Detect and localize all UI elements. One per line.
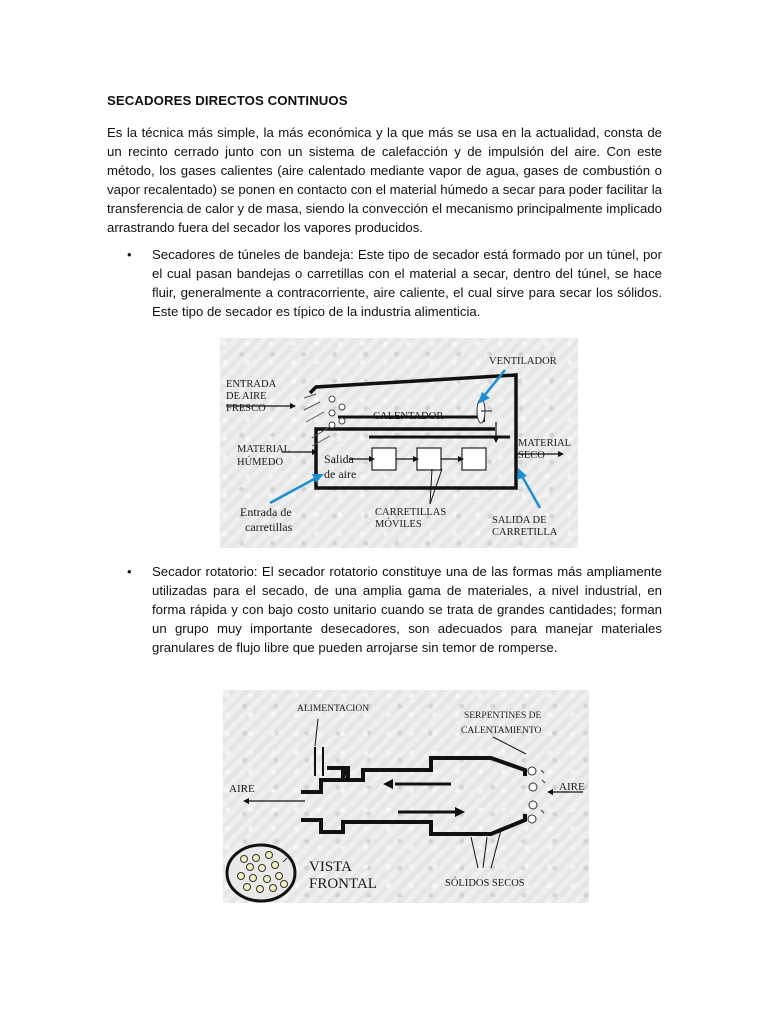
svg-text:CARRETILLA: CARRETILLA bbox=[492, 527, 558, 538]
bullet-text: Secadores de túneles de bandeja: Este tipo de secador está formado por un túnel, por el cual pasan bandejas o carretillas con el material a secar, dentro del túnel, se hace fluir, generalmente a contracorriente, aire caliente, el cual sirve para secar los sólidos. Este tipo de secador es típico de la industria alimenticia. bbox=[152, 247, 662, 319]
cart-box bbox=[462, 448, 486, 470]
svg-text:FRONTAL: FRONTAL bbox=[309, 876, 377, 892]
bullet-item-tunnel-dryer bbox=[129, 245, 662, 321]
tunnel-dryer-diagram bbox=[220, 338, 578, 548]
cart-box bbox=[372, 448, 396, 470]
label-calentador: CALENTADOR bbox=[373, 411, 444, 422]
bullet-icon: • bbox=[127, 247, 132, 262]
svg-text:carretillas: carretillas bbox=[245, 520, 293, 534]
cart-box bbox=[417, 448, 441, 470]
svg-text:CALENTAMIENTO: CALENTAMIENTO bbox=[461, 726, 542, 736]
label-material-seco: MATERIAL bbox=[518, 438, 572, 449]
svg-text:de aire: de aire bbox=[324, 467, 357, 481]
drum-upper-wall bbox=[301, 758, 525, 792]
svg-text:HÚMEDO: HÚMEDO bbox=[237, 457, 284, 468]
coil-icon bbox=[529, 801, 537, 809]
drum-lower-wall bbox=[301, 814, 525, 834]
label-solidos-secos: SÓLIDOS SECOS bbox=[445, 878, 525, 889]
label-salida-aire: Salida bbox=[324, 452, 354, 466]
coil-icon bbox=[528, 815, 536, 823]
svg-text:FRESCO: FRESCO bbox=[226, 403, 266, 414]
coil-icon bbox=[529, 783, 537, 791]
intro-paragraph: Es la técnica más simple, la más económica y la que más se usa en la actualidad, consta de un recinto cerrado junto con un sistema de calefacción y de impulsión del aire. Con este método, los gases calientes (aire calentado mediante vapor de agua, gases de combustión o vapor recalentado) se ponen en contacto con el material húmedo a secar para poder facilitar la transferencia de calor y de masa, siendo la convección el mecanismo principalmente implicado arrastrando fuera del secador los vapores producidos. bbox=[107, 125, 662, 235]
label-material-humedo: MATERIAL bbox=[237, 444, 291, 455]
rotary-dryer-diagram bbox=[223, 690, 589, 903]
svg-text:DE AIRE: DE AIRE bbox=[226, 391, 267, 402]
section-heading: SECADORES DIRECTOS CONTINUOS bbox=[107, 93, 348, 108]
label-salida-carretilla: SALIDA DE bbox=[492, 515, 547, 526]
bullet-text: Secador rotatorio: El secador rotatorio constituye una de las formas más ampliamente utilizadas para el secado, de una amplia gama de materiales, a nivel industrial, en forma rápida y con bajo costo unitario cuando se trata de grandes cantidades; forman un grupo muy importante desecadores, son adecuados para manejar materiales granulares de flujo libre que pueden arrojarse sin temor de romperse. bbox=[152, 564, 662, 655]
label-entrada-carretillas: Entrada de bbox=[240, 505, 292, 519]
svg-text:MÓVILES: MÓVILES bbox=[375, 519, 422, 530]
rotary-dryer-figure bbox=[223, 690, 589, 903]
label-entrada-aire: ENTRADA bbox=[226, 379, 277, 390]
coil-icon bbox=[528, 767, 536, 775]
front-view-circle bbox=[227, 845, 295, 901]
tunnel-dryer-figure bbox=[220, 338, 578, 548]
label-aire-left: AIRE bbox=[229, 783, 255, 795]
label-ventilador: VENTILADOR bbox=[489, 356, 557, 367]
bullet-icon: • bbox=[127, 564, 132, 579]
label-carretillas-moviles: CARRETILLAS bbox=[375, 507, 447, 518]
bullet-item-rotary-dryer bbox=[129, 562, 662, 657]
label-serpentines: SERPENTINES DE bbox=[464, 711, 542, 721]
label-aire-right: AIRE bbox=[559, 781, 585, 793]
label-vista-frontal: VISTA bbox=[309, 859, 352, 875]
label-alimentacion: ALIMENTACION bbox=[297, 704, 370, 714]
svg-text:SECO: SECO bbox=[518, 450, 545, 461]
